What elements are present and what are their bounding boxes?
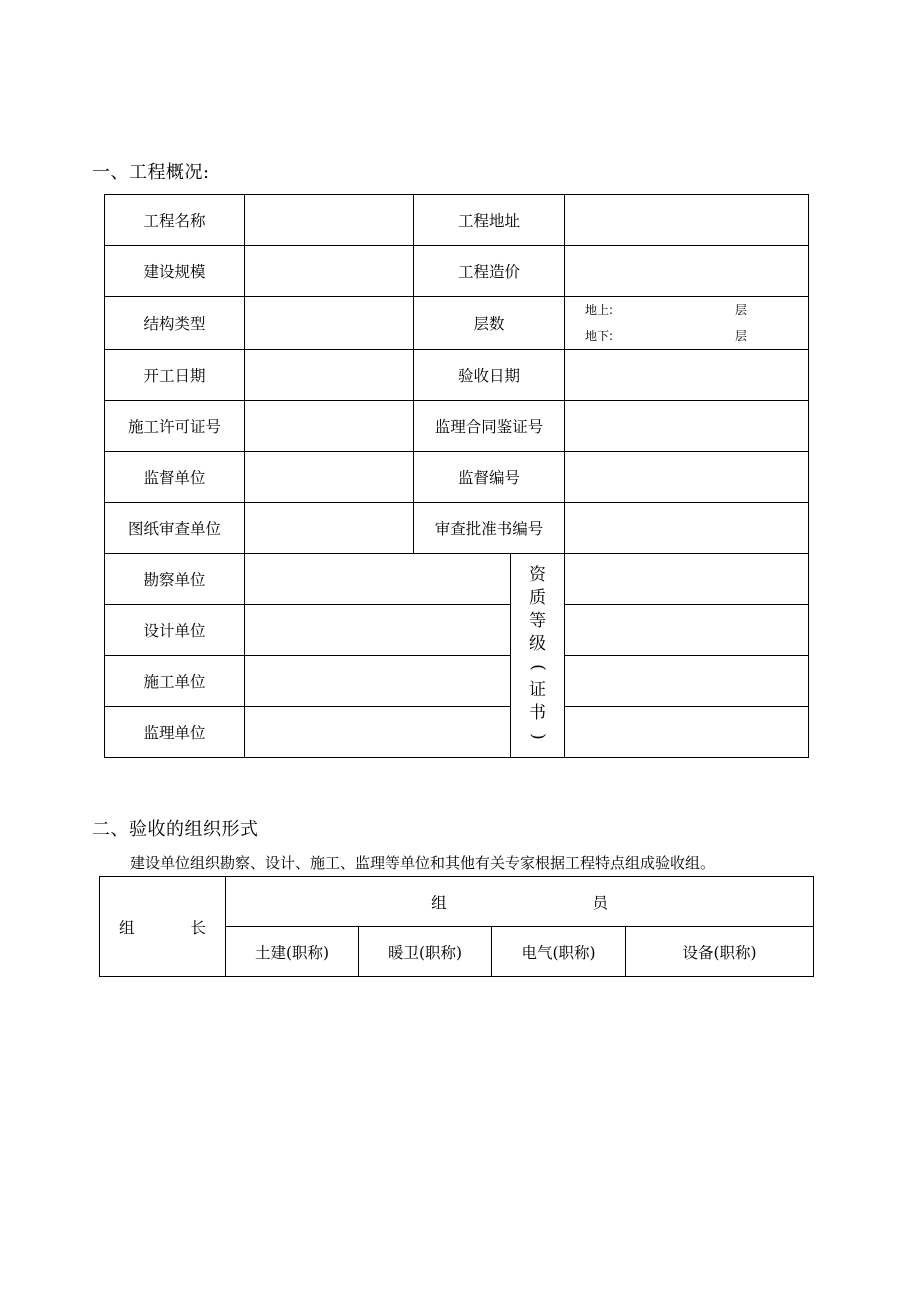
value-floor-count[interactable] [565, 297, 809, 350]
value-project-name[interactable] [245, 195, 414, 246]
value-construction-qualification[interactable] [565, 656, 809, 707]
label-project-cost: 工程造价 [414, 246, 565, 297]
section-2-heading: 二、验收的组织形式 [92, 819, 259, 840]
acceptance-team-table [99, 876, 814, 977]
table-row [105, 554, 809, 605]
label-acceptance-date: 验收日期 [414, 350, 565, 401]
value-construction-unit[interactable] [245, 656, 511, 707]
qualification-char: 级 [529, 633, 546, 654]
label-supervision-contract-number: 监理合同鉴证号 [414, 401, 565, 452]
label-review-approval-number: 审查批准书编号 [414, 503, 565, 554]
project-overview-table [104, 194, 809, 758]
value-permit-number[interactable] [245, 401, 414, 452]
qualification-char: 资 [529, 564, 546, 585]
value-drawing-review-unit[interactable] [245, 503, 414, 554]
label-oversight-number: 监督编号 [414, 452, 565, 503]
table-row [105, 707, 809, 758]
label-structure-type: 结构类型 [105, 297, 245, 350]
value-survey-unit[interactable] [245, 554, 511, 605]
team-members-label-b: 员 [592, 893, 608, 912]
table-row [105, 656, 809, 707]
team-leader-label-a: 组 [119, 918, 135, 937]
member-civil[interactable]: 土建(职称) [226, 927, 359, 977]
qualification-char: 证 [529, 679, 546, 700]
floors-above-label: 地上: [585, 303, 614, 317]
table-row [105, 452, 809, 503]
table-row [105, 401, 809, 452]
label-project-address: 工程地址 [414, 195, 565, 246]
value-design-qualification[interactable] [565, 605, 809, 656]
team-members-header [226, 877, 814, 927]
value-oversight-unit[interactable] [245, 452, 414, 503]
value-design-unit[interactable] [245, 605, 511, 656]
floors-above-unit: 层 [735, 303, 748, 317]
value-supervision-qualification[interactable] [565, 707, 809, 758]
floors-below-unit: 层 [735, 329, 748, 343]
label-start-date: 开工日期 [105, 350, 245, 401]
label-survey-unit: 勘察单位 [105, 554, 245, 605]
floors-above-line [565, 297, 808, 323]
table-row [105, 195, 809, 246]
value-oversight-number[interactable] [565, 452, 809, 503]
value-start-date[interactable] [245, 350, 414, 401]
member-hvac-plumbing[interactable]: 暖卫(职称) [359, 927, 492, 977]
value-structure-type[interactable] [245, 297, 414, 350]
team-leader-cell[interactable] [100, 877, 226, 977]
label-permit-number: 施工许可证号 [105, 401, 245, 452]
section-2-description: 建设单位组织勘察、设计、施工、监理等单位和其他有关专家根据工程特点组成验收组。 [130, 854, 716, 872]
label-supervision-unit: 监理单位 [105, 707, 245, 758]
label-design-unit: 设计单位 [105, 605, 245, 656]
floors-below-label: 地下: [585, 329, 614, 343]
qualification-char: 书 [529, 702, 546, 723]
team-leader-label-b: 长 [190, 918, 206, 937]
label-drawing-review-unit: 图纸审查单位 [105, 503, 245, 554]
value-project-cost[interactable] [565, 246, 809, 297]
qualification-char: 等 [529, 610, 546, 631]
table-row [105, 246, 809, 297]
label-project-name: 工程名称 [105, 195, 245, 246]
value-supervision-unit[interactable] [245, 707, 511, 758]
table-row [105, 350, 809, 401]
value-review-approval-number[interactable] [565, 503, 809, 554]
qualification-label [511, 554, 565, 758]
label-construction-scale: 建设规模 [105, 246, 245, 297]
label-floor-count: 层数 [414, 297, 565, 350]
team-members-label-a: 组 [431, 893, 447, 912]
qualification-char: ) [528, 732, 549, 740]
floors-below-line [565, 323, 808, 349]
value-acceptance-date[interactable] [565, 350, 809, 401]
table-row [105, 605, 809, 656]
label-oversight-unit: 监督单位 [105, 452, 245, 503]
table-row [100, 877, 814, 927]
qualification-char: ( [528, 663, 549, 671]
section-1-heading: 一、工程概况: [92, 162, 210, 183]
member-equipment[interactable]: 设备(职称) [626, 927, 814, 977]
value-construction-scale[interactable] [245, 246, 414, 297]
qualification-char: 质 [529, 587, 546, 608]
value-project-address[interactable] [565, 195, 809, 246]
table-row [105, 297, 809, 350]
value-supervision-contract-number[interactable] [565, 401, 809, 452]
label-construction-unit: 施工单位 [105, 656, 245, 707]
member-electrical[interactable]: 电气(职称) [492, 927, 626, 977]
value-survey-qualification[interactable] [565, 554, 809, 605]
table-row [105, 503, 809, 554]
